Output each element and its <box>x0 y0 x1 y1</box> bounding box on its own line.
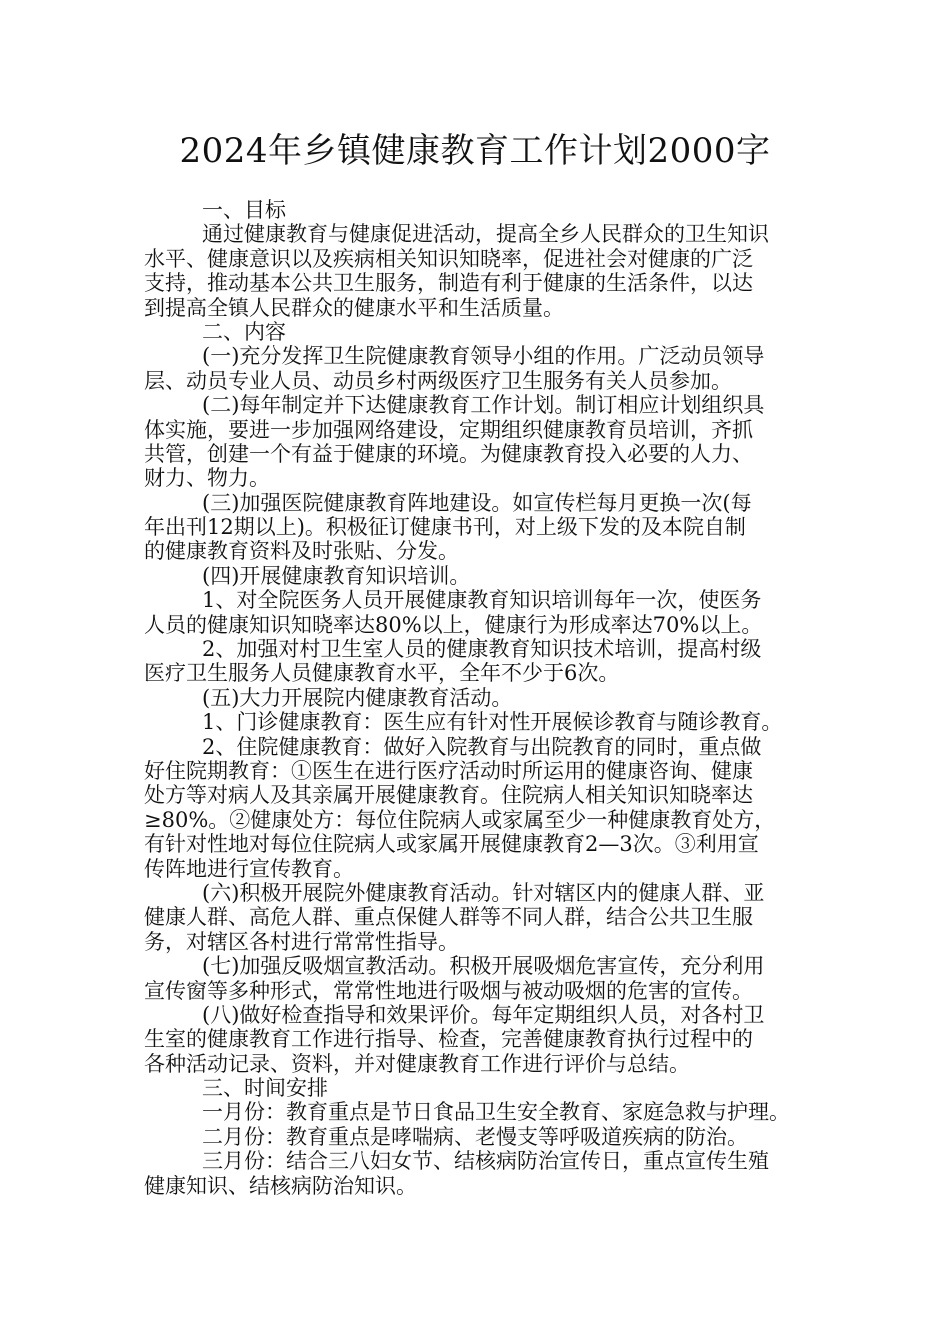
text-line: 的健康教育资料及时张贴、分发。 <box>144 539 459 564</box>
text-line: 传阵地进行宣传教育。 <box>144 856 354 881</box>
text-line: (五)大力开展院内健康教育活动。 <box>202 685 513 710</box>
text-line: 各种活动记录、资料，并对健康教育工作进行评价与总结。 <box>144 1051 690 1076</box>
text-line: 财力、物力。 <box>144 466 270 491</box>
text-line: 层、动员专业人员、动员乡村两级医疗卫生服务有关人员参加。 <box>144 368 732 393</box>
text-line: 健康知识、结核病防治知识。 <box>144 1173 417 1198</box>
text-line: (三)加强医院健康教育阵地建设。如宣传栏每月更换一次(每 <box>202 490 752 515</box>
text-line: 好住院期教育：①医生在进行医疗活动时所运用的健康咨询、健康 <box>144 758 753 783</box>
text-line: 健康人群、高危人群、重点保健人群等不同人群，结合公共卫生服 <box>144 905 753 930</box>
text-line: 二月份：教育重点是哮喘病、老慢支等呼吸道疾病的防治。 <box>202 1124 748 1149</box>
document-body <box>144 198 820 1198</box>
text-line: 宣传窗等多种形式，常常性地进行吸烟与被动吸烟的危害的宣传。 <box>144 978 753 1003</box>
text-line: 一月份：教育重点是节日食品卫生安全教育、家庭急救与护理。 <box>202 1100 790 1125</box>
text-line: (一)充分发挥卫生院健康教育领导小组的作用。广泛动员领导 <box>202 344 765 369</box>
text-line: 处方等对病人及其亲属开展健康教育。住院病人相关知识知晓率达 <box>144 783 753 808</box>
text-line: 有针对性地对每位住院病人或家属开展健康教育2—3次。③利用宣 <box>144 832 759 857</box>
text-line: 到提高全镇人民群众的健康水平和生活质量。 <box>144 295 564 320</box>
text-line: 1、对全院医务人员开展健康教育知识培训每年一次，使医务 <box>202 588 762 613</box>
text-line: 医疗卫生服务人员健康教育水平，全年不少于6次。 <box>144 661 620 686</box>
text-line: 水平、健康意识以及疾病相关知识知晓率，促进社会对健康的广泛 <box>144 246 753 271</box>
text-line: (六)积极开展院外健康教育活动。针对辖区内的健康人群、亚 <box>202 880 765 905</box>
text-line: 三月份：结合三八妇女节、结核病防治宣传日，重点宣传生殖 <box>202 1149 769 1174</box>
text-line: 通过健康教育与健康促进活动，提高全乡人民群众的卫生知识 <box>202 222 769 247</box>
text-line: 共管，创建一个有益于健康的环境。为健康教育投入必要的人力、 <box>144 441 753 466</box>
text-line: ≥80%。②健康处方：每位住院病人或家属至少一种健康教育处方， <box>144 807 776 832</box>
text-line: 2、住院健康教育：做好入院教育与出院教育的同时，重点做 <box>202 734 762 759</box>
text-line: 一、目标 <box>202 198 286 222</box>
text-line: 三、时间安排 <box>202 1076 328 1101</box>
text-line: (八)做好检查指导和效果评价。每年定期组织人员，对各村卫 <box>202 1002 765 1027</box>
text-line: 生室的健康教育工作进行指导、检查，完善健康教育执行过程中的 <box>144 1027 753 1052</box>
text-line: 人员的健康知识知晓率达80%以上，健康行为形成率达70%以上。 <box>144 612 763 637</box>
text-line: 支持，推动基本公共卫生服务，制造有利于健康的生活条件，以达 <box>144 271 753 296</box>
text-line: 年出刊12期以上)。积极征订健康书刊，对上级下发的及本院自制 <box>144 515 746 540</box>
text-line: 1、门诊健康教育：医生应有针对性开展候诊教育与随诊教育。 <box>202 710 783 735</box>
text-line: (七)加强反吸烟宣教活动。积极开展吸烟危害宣传，充分利用 <box>202 954 765 979</box>
text-line: 二、内容 <box>202 319 286 344</box>
text-line: (四)开展健康教育知识培训。 <box>202 563 471 588</box>
text-line: 体实施，要进一步加强网络建设，定期组织健康教育员培训，齐抓 <box>144 417 753 442</box>
text-line: (二)每年制定并下达健康教育工作计划。制订相应计划组织具 <box>202 393 765 418</box>
text-line: 2、加强对村卫生室人员的健康教育知识技术培训，提高村级 <box>202 637 762 662</box>
text-line: 务，对辖区各村进行常常性指导。 <box>144 929 459 954</box>
document-title: 2024年乡镇健康教育工作计划2000字 <box>179 131 771 171</box>
